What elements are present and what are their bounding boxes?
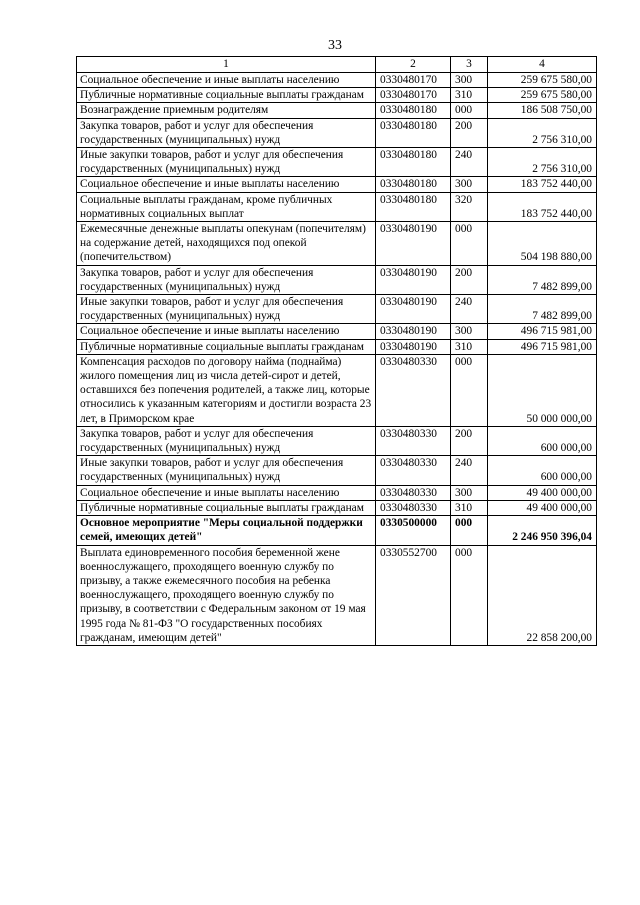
row-code-cell: 0330480190 [376,324,451,339]
row-name-cell: Социальное обеспечение и иные выплаты населению [77,324,376,339]
row-name-cell: Иные закупки товаров, работ и услуг для обеспечения государственных (муниципальных) нужд [77,148,376,177]
row-amount-cell: 2 756 310,00 [488,118,597,147]
row-type-cell: 310 [451,339,488,354]
row-name-cell: Вознаграждение приемным родителям [77,103,376,118]
row-name-cell: Компенсация расходов по договору найма (поднайма) жилого помещения лиц из числа детей-сирот и детей, оставшихся без попечения родителей, а также лиц, которые относились к указанным категориям и достигли возраста 23 лет, в Приморском крае [77,354,376,426]
row-type-cell: 240 [451,456,488,485]
row-type-cell: 000 [451,103,488,118]
table-row [77,118,597,147]
table-row [77,485,597,500]
row-type-cell: 310 [451,500,488,515]
row-code-cell: 0330480330 [376,500,451,515]
table-row [77,192,597,221]
row-code-cell: 0330480170 [376,73,451,88]
row-type-cell: 300 [451,324,488,339]
table-row [77,545,597,645]
row-name-cell: Закупка товаров, работ и услуг для обеспечения государственных (муниципальных) нужд [77,426,376,455]
row-amount-cell: 600 000,00 [488,426,597,455]
row-type-cell: 310 [451,88,488,103]
row-amount-cell: 259 675 580,00 [488,88,597,103]
page-number: 33 [328,38,342,53]
row-type-cell: 240 [451,148,488,177]
row-name-cell: Иные закупки товаров, работ и услуг для обеспечения государственных (муниципальных) нужд [77,456,376,485]
row-amount-cell: 7 482 899,00 [488,265,597,294]
table-row [77,222,597,266]
table-header [77,57,597,73]
row-code-cell: 0330480180 [376,192,451,221]
row-name-cell: Публичные нормативные социальные выплаты гражданам [77,339,376,354]
row-type-cell: 000 [451,354,488,426]
row-name-cell: Основное мероприятие "Меры социальной поддержки семей, имеющих детей" [77,516,376,545]
table-row [77,265,597,294]
table-row [77,88,597,103]
row-type-cell: 200 [451,118,488,147]
row-type-cell: 320 [451,192,488,221]
row-code-cell: 0330480330 [376,354,451,426]
row-code-cell: 0330480180 [376,148,451,177]
row-type-cell: 200 [451,265,488,294]
row-code-cell: 0330480180 [376,103,451,118]
row-type-cell: 300 [451,485,488,500]
row-type-cell: 000 [451,516,488,545]
row-code-cell: 0330480180 [376,177,451,192]
row-code-cell: 0330480190 [376,265,451,294]
row-amount-cell: 50 000 000,00 [488,354,597,426]
row-type-cell: 300 [451,177,488,192]
row-amount-cell: 496 715 981,00 [488,324,597,339]
table-body [77,73,597,646]
row-code-cell: 0330480190 [376,339,451,354]
table-row [77,456,597,485]
row-name-cell: Социальное обеспечение и иные выплаты населению [77,177,376,192]
table-row [77,295,597,324]
row-type-cell: 240 [451,295,488,324]
row-code-cell: 0330480170 [376,88,451,103]
row-name-cell: Социальное обеспечение и иные выплаты населению [77,485,376,500]
row-amount-cell: 186 508 750,00 [488,103,597,118]
row-code-cell: 0330480330 [376,456,451,485]
table-row [77,339,597,354]
row-code-cell: 0330480190 [376,295,451,324]
row-type-cell: 300 [451,73,488,88]
table-row [77,354,597,426]
row-code-cell: 0330480190 [376,222,451,266]
table-row [77,177,597,192]
header-col-name: 1 [77,57,376,73]
table-row [77,73,597,88]
table-row [77,148,597,177]
row-amount-cell: 259 675 580,00 [488,73,597,88]
table-row [77,324,597,339]
row-name-cell: Закупка товаров, работ и услуг для обеспечения государственных (муниципальных) нужд [77,265,376,294]
row-type-cell: 000 [451,545,488,645]
row-name-cell: Публичные нормативные социальные выплаты гражданам [77,500,376,515]
row-amount-cell: 504 198 880,00 [488,222,597,266]
row-name-cell: Публичные нормативные социальные выплаты гражданам [77,88,376,103]
row-name-cell: Ежемесячные денежные выплаты опекунам (попечителям) на содержание детей, находящихся под опекой (попечительством) [77,222,376,266]
header-row [77,57,597,73]
row-code-cell: 0330480180 [376,118,451,147]
row-amount-cell: 183 752 440,00 [488,192,597,221]
row-type-cell: 200 [451,426,488,455]
row-name-cell: Закупка товаров, работ и услуг для обеспечения государственных (муниципальных) нужд [77,118,376,147]
header-col-code: 2 [376,57,451,73]
table-row [77,516,597,545]
header-col-type: 3 [451,57,488,73]
header-col-amount: 4 [488,57,597,73]
row-name-cell: Выплата единовременного пособия беременной жене военнослужащего, проходящего военную службу по призыву, а также ежемесячного пособия на ребенка военнослужащего, проходящего военную службу по призыву, в соответствии с Федеральным законом от 19 мая 1995 года № 81-ФЗ "О государственных пособиях гражданам, имеющим детей" [77,545,376,645]
row-amount-cell: 22 858 200,00 [488,545,597,645]
row-name-cell: Иные закупки товаров, работ и услуг для обеспечения государственных (муниципальных) нужд [77,295,376,324]
row-code-cell: 0330480330 [376,485,451,500]
table-row [77,500,597,515]
row-amount-cell: 183 752 440,00 [488,177,597,192]
row-amount-cell: 49 400 000,00 [488,500,597,515]
row-type-cell: 000 [451,222,488,266]
table-row [77,103,597,118]
row-amount-cell: 496 715 981,00 [488,339,597,354]
row-amount-cell: 2 756 310,00 [488,148,597,177]
budget-table [76,56,597,646]
row-amount-cell: 600 000,00 [488,456,597,485]
row-code-cell: 0330552700 [376,545,451,645]
row-amount-cell: 7 482 899,00 [488,295,597,324]
table-row [77,426,597,455]
row-code-cell: 0330480330 [376,426,451,455]
row-amount-cell: 2 246 950 396,04 [488,516,597,545]
row-amount-cell: 49 400 000,00 [488,485,597,500]
row-name-cell: Социальные выплаты гражданам, кроме публичных нормативных социальных выплат [77,192,376,221]
row-code-cell: 0330500000 [376,516,451,545]
row-name-cell: Социальное обеспечение и иные выплаты населению [77,73,376,88]
